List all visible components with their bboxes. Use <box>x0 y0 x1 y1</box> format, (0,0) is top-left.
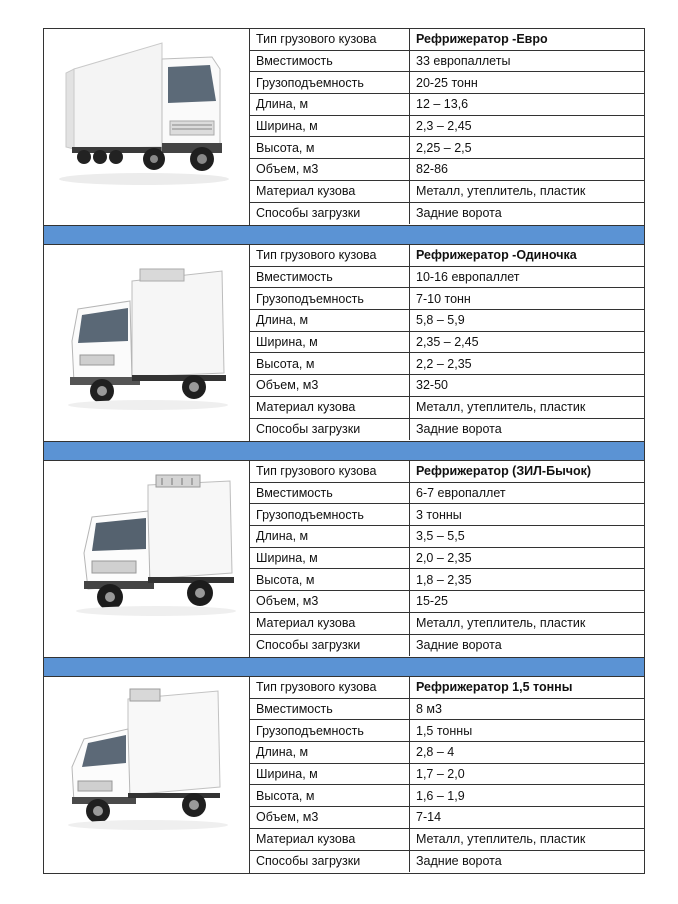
truck-spec-table <box>43 28 645 874</box>
spec-label: Ширина, м <box>250 116 410 137</box>
zil-spec-rows <box>250 461 644 657</box>
spec-label: Объем, м3 <box>250 591 410 612</box>
section-separator <box>44 441 644 461</box>
spec-row <box>250 785 644 807</box>
spec-label: Тип грузового кузова <box>250 245 410 266</box>
spec-row <box>250 720 644 742</box>
spec-row <box>250 310 644 332</box>
spec-value: 12 – 13,6 <box>416 97 469 112</box>
single-spec-rows <box>250 245 644 441</box>
spec-label: Ширина, м <box>250 548 410 569</box>
spec-row <box>250 116 644 138</box>
spec-row <box>250 461 644 483</box>
spec-row <box>250 504 644 526</box>
spec-row <box>250 635 644 657</box>
spec-label: Тип грузового кузова <box>250 461 410 482</box>
spec-value: Рефрижератор -Одиночка <box>416 248 577 263</box>
spec-value: 1,6 – 1,9 <box>416 788 465 803</box>
spec-row <box>250 548 644 570</box>
spec-value: 3 тонны <box>416 507 462 522</box>
spec-row <box>250 375 644 397</box>
spec-value: Рефрижератор 1,5 тонны <box>416 680 573 695</box>
spec-row <box>250 159 644 181</box>
spec-label: Материал кузова <box>250 397 410 418</box>
spec-label: Ширина, м <box>250 332 410 353</box>
spec-row <box>250 829 644 851</box>
zil-truck-image <box>44 461 250 657</box>
spec-label: Тип грузового кузова <box>250 677 410 698</box>
spec-value: Задние ворота <box>416 422 502 437</box>
spec-value: Задние ворота <box>416 854 502 869</box>
spec-value: 8 м3 <box>416 702 442 717</box>
spec-value: 20-25 тонн <box>416 75 478 90</box>
spec-row <box>250 807 644 829</box>
spec-value: 32-50 <box>416 378 448 393</box>
spec-value: 3,5 – 5,5 <box>416 529 465 544</box>
spec-row <box>250 569 644 591</box>
spec-value: 33 европаллеты <box>416 54 511 69</box>
spec-value: 15-25 <box>416 594 448 609</box>
section-separator <box>44 225 644 245</box>
spec-value: Металл, утеплитель, пластик <box>416 184 586 199</box>
truck-block-single <box>44 245 644 441</box>
spec-row <box>250 851 644 873</box>
van-1-5t-spec-rows <box>250 677 644 873</box>
spec-value: Задние ворота <box>416 206 502 221</box>
spec-row <box>250 764 644 786</box>
spec-row <box>250 591 644 613</box>
spec-label: Тип грузового кузова <box>250 29 410 50</box>
spec-value: 2,0 – 2,35 <box>416 551 472 566</box>
spec-label: Способы загрузки <box>250 635 410 657</box>
spec-value: Металл, утеплитель, пластик <box>416 832 586 847</box>
spec-value: Рефрижератор -Евро <box>416 32 548 47</box>
spec-label: Объем, м3 <box>250 375 410 396</box>
spec-row <box>250 397 644 419</box>
spec-value: 1,8 – 2,35 <box>416 572 472 587</box>
spec-row <box>250 419 644 441</box>
spec-label: Высота, м <box>250 785 410 806</box>
spec-value: 7-10 тонн <box>416 291 471 306</box>
spec-label: Способы загрузки <box>250 203 410 225</box>
spec-value: 6-7 европаллет <box>416 486 506 501</box>
spec-label: Длина, м <box>250 526 410 547</box>
euro-spec-rows <box>250 29 644 225</box>
spec-label: Материал кузова <box>250 181 410 202</box>
spec-label: Длина, м <box>250 310 410 331</box>
spec-row <box>250 181 644 203</box>
spec-label: Высота, м <box>250 569 410 590</box>
spec-row <box>250 483 644 505</box>
spec-row <box>250 332 644 354</box>
spec-value: 2,2 – 2,35 <box>416 356 472 371</box>
spec-value: 5,8 – 5,9 <box>416 313 465 328</box>
spec-label: Способы загрузки <box>250 851 410 873</box>
spec-row <box>250 677 644 699</box>
spec-row <box>250 51 644 73</box>
truck-block-1-5t <box>44 677 644 873</box>
spec-label: Длина, м <box>250 742 410 763</box>
spec-label: Объем, м3 <box>250 159 410 180</box>
spec-value: 1,7 – 2,0 <box>416 767 465 782</box>
spec-value: 2,25 – 2,5 <box>416 140 472 155</box>
van-1-5t-image <box>44 677 250 873</box>
spec-label: Грузоподъемность <box>250 504 410 525</box>
spec-label: Вместимость <box>250 51 410 72</box>
single-truck-image <box>44 245 250 441</box>
spec-value: Рефрижератор (ЗИЛ-Бычок) <box>416 464 592 479</box>
spec-label: Материал кузова <box>250 613 410 634</box>
spec-row <box>250 288 644 310</box>
spec-label: Ширина, м <box>250 764 410 785</box>
spec-value: 1,5 тонны <box>416 723 473 738</box>
spec-row <box>250 29 644 51</box>
spec-label: Способы загрузки <box>250 419 410 441</box>
spec-row <box>250 699 644 721</box>
truck-block-zil <box>44 461 644 657</box>
spec-row <box>250 245 644 267</box>
spec-value: 2,35 – 2,45 <box>416 335 479 350</box>
section-separator <box>44 657 644 677</box>
truck-block-euro <box>44 29 644 225</box>
euro-truck-image <box>44 29 250 225</box>
spec-value: Задние ворота <box>416 638 502 653</box>
spec-label: Материал кузова <box>250 829 410 850</box>
spec-row <box>250 742 644 764</box>
spec-row <box>250 353 644 375</box>
spec-label: Вместимость <box>250 483 410 504</box>
spec-value: 10-16 европаллет <box>416 270 520 285</box>
spec-value: Металл, утеплитель, пластик <box>416 616 586 631</box>
spec-label: Высота, м <box>250 137 410 158</box>
spec-label: Объем, м3 <box>250 807 410 828</box>
spec-label: Грузоподъемность <box>250 720 410 741</box>
spec-value: 2,3 – 2,45 <box>416 119 472 134</box>
spec-label: Грузоподъемность <box>250 72 410 93</box>
spec-label: Вместимость <box>250 699 410 720</box>
spec-row <box>250 203 644 225</box>
spec-row <box>250 94 644 116</box>
spec-value: 2,8 – 4 <box>416 745 455 760</box>
spec-row <box>250 267 644 289</box>
spec-row <box>250 526 644 548</box>
spec-label: Грузоподъемность <box>250 288 410 309</box>
spec-value: 82-86 <box>416 162 448 177</box>
spec-row <box>250 613 644 635</box>
spec-row <box>250 72 644 94</box>
spec-value: Металл, утеплитель, пластик <box>416 400 586 415</box>
spec-label: Вместимость <box>250 267 410 288</box>
spec-label: Высота, м <box>250 353 410 374</box>
spec-label: Длина, м <box>250 94 410 115</box>
spec-row <box>250 137 644 159</box>
spec-value: 7-14 <box>416 810 442 825</box>
